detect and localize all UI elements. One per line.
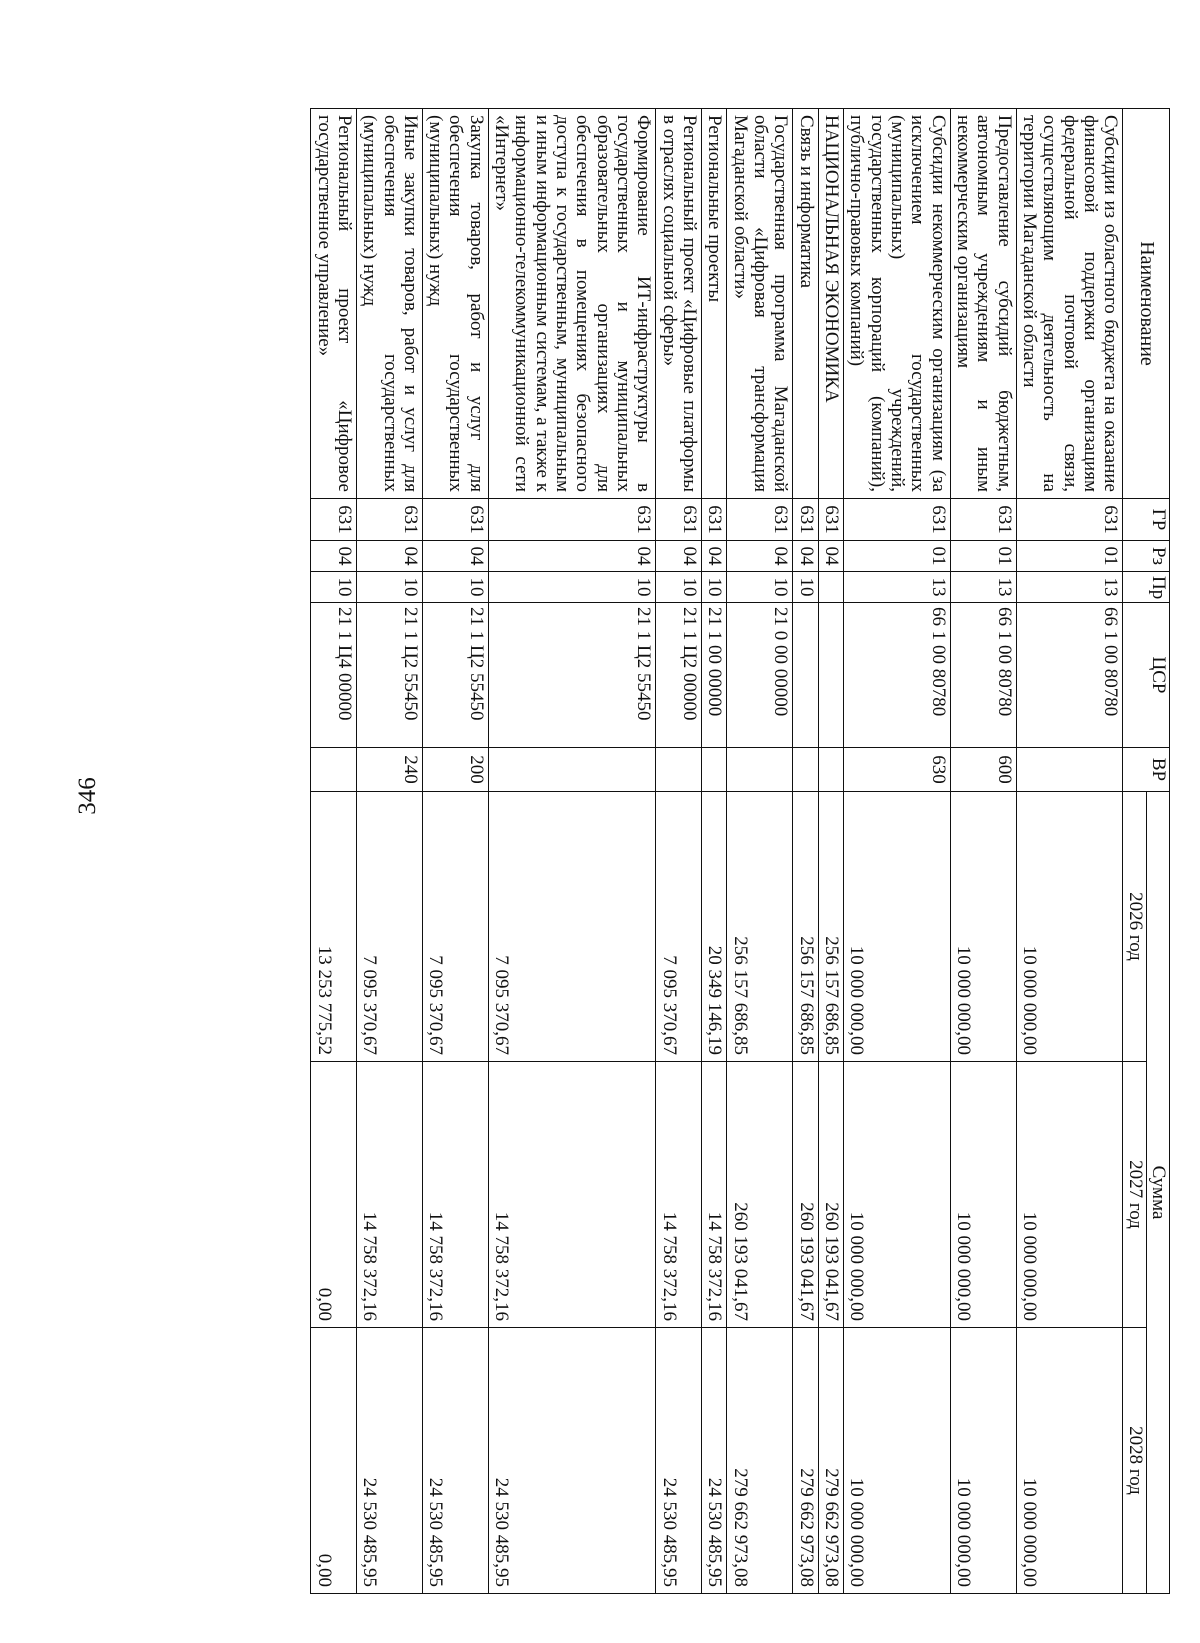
row-name: Иные закупки товаров, работ и услуг для обеспечения государственных (муниципальных) нужд bbox=[356, 109, 422, 499]
row-name: Формирование ИТ-инфраструктуры в государственных и муниципальных образовательных организациях для обеспечения в помещениях безопасного доступа к государственным, муниципальным и иным информационным системам, а также к информационно-телекоммуникационной сети «Интернет» bbox=[488, 109, 656, 499]
row-rz: 01 bbox=[1016, 541, 1123, 572]
row-vr: 200 bbox=[422, 748, 488, 792]
row-name: НАЦИОНАЛЬНАЯ ЭКОНОМИКА bbox=[818, 109, 843, 499]
row-name: Региональный проект «Цифровое государственное управление» bbox=[311, 109, 357, 499]
header-2027: 2027 год bbox=[1123, 1062, 1146, 1328]
row-pr: 13 bbox=[844, 572, 951, 603]
header-csr: ЦСР bbox=[1123, 603, 1170, 748]
row-amount-2026: 10 000 000,00 bbox=[1016, 792, 1123, 1062]
row-amount-2026: 10 000 000,00 bbox=[844, 792, 951, 1062]
row-amount-2026: 256 157 686,85 bbox=[793, 792, 818, 1062]
row-csr bbox=[818, 603, 843, 748]
row-vr: 630 bbox=[844, 748, 951, 792]
row-amount-2028: 24 530 485,95 bbox=[702, 1328, 727, 1594]
row-rz: 04 bbox=[356, 541, 422, 572]
row-pr: 10 bbox=[422, 572, 488, 603]
row-pr bbox=[818, 572, 843, 603]
row-vr bbox=[311, 748, 357, 792]
row-pr: 10 bbox=[311, 572, 357, 603]
row-amount-2028: 279 662 973,08 bbox=[793, 1328, 818, 1594]
table-row bbox=[702, 109, 727, 1594]
row-amount-2027: 14 758 372,16 bbox=[656, 1062, 702, 1328]
row-vr: 240 bbox=[356, 748, 422, 792]
row-gr: 631 bbox=[844, 499, 951, 541]
row-name: Региональный проект «Цифровые платформы в отраслях социальной сферы» bbox=[656, 109, 702, 499]
row-rz: 04 bbox=[422, 541, 488, 572]
row-name: Связь и информатика bbox=[793, 109, 818, 499]
header-name: Наименование bbox=[1123, 109, 1170, 499]
row-amount-2027: 10 000 000,00 bbox=[1016, 1062, 1123, 1328]
row-gr: 631 bbox=[793, 499, 818, 541]
row-gr: 631 bbox=[702, 499, 727, 541]
row-pr: 10 bbox=[488, 572, 656, 603]
row-gr: 631 bbox=[422, 499, 488, 541]
row-amount-2027: 14 758 372,16 bbox=[422, 1062, 488, 1328]
row-vr bbox=[488, 748, 656, 792]
row-vr bbox=[818, 748, 843, 792]
row-amount-2027: 260 193 041,67 bbox=[818, 1062, 843, 1328]
row-gr: 631 bbox=[950, 499, 1016, 541]
page-number: 346 bbox=[74, 777, 101, 815]
row-amount-2026: 7 095 370,67 bbox=[356, 792, 422, 1062]
row-pr: 10 bbox=[656, 572, 702, 603]
row-name: Закупка товаров, работ и услуг для обеспечения государственных (муниципальных) нужд bbox=[422, 109, 488, 499]
row-rz: 04 bbox=[656, 541, 702, 572]
row-amount-2027: 14 758 372,16 bbox=[488, 1062, 656, 1328]
row-rz: 04 bbox=[818, 541, 843, 572]
row-csr: 21 1 Ц2 55450 bbox=[356, 603, 422, 748]
row-amount-2026: 7 095 370,67 bbox=[422, 792, 488, 1062]
row-gr: 631 bbox=[727, 499, 793, 541]
row-gr: 631 bbox=[311, 499, 357, 541]
row-amount-2028: 24 530 485,95 bbox=[488, 1328, 656, 1594]
row-name: Государственная программа Магаданской области «Цифровая трансформация Магаданской области» bbox=[727, 109, 793, 499]
row-amount-2028: 10 000 000,00 bbox=[950, 1328, 1016, 1594]
header-gr: ГР bbox=[1123, 499, 1170, 541]
header-rz: Рз bbox=[1123, 541, 1170, 572]
table-row bbox=[1016, 109, 1123, 1594]
row-amount-2027: 14 758 372,16 bbox=[356, 1062, 422, 1328]
row-amount-2028: 24 530 485,95 bbox=[422, 1328, 488, 1594]
row-csr bbox=[793, 603, 818, 748]
row-amount-2027: 14 758 372,16 bbox=[702, 1062, 727, 1328]
row-vr bbox=[702, 748, 727, 792]
row-amount-2026: 256 157 686,85 bbox=[727, 792, 793, 1062]
row-name: Субсидии некоммерческим организациям (за исключением государственных (муниципальных) учреждений, государственных корпораций (компаний), публично-правовых компаний) bbox=[844, 109, 951, 499]
row-pr: 10 bbox=[727, 572, 793, 603]
header-sum: Сумма bbox=[1146, 792, 1169, 1594]
row-amount-2026: 10 000 000,00 bbox=[950, 792, 1016, 1062]
budget-table bbox=[310, 108, 1170, 1594]
row-pr: 10 bbox=[793, 572, 818, 603]
header-pr: Пр bbox=[1123, 572, 1170, 603]
table-body bbox=[311, 109, 1123, 1594]
row-gr: 631 bbox=[1016, 499, 1123, 541]
row-gr: 631 bbox=[818, 499, 843, 541]
row-pr: 13 bbox=[1016, 572, 1123, 603]
row-amount-2027: 260 193 041,67 bbox=[727, 1062, 793, 1328]
row-amount-2028: 10 000 000,00 bbox=[844, 1328, 951, 1594]
row-amount-2026: 7 095 370,67 bbox=[656, 792, 702, 1062]
row-rz: 04 bbox=[793, 541, 818, 572]
header-2028: 2028 год bbox=[1123, 1328, 1146, 1594]
row-vr bbox=[727, 748, 793, 792]
row-pr: 13 bbox=[950, 572, 1016, 603]
row-name: Субсидии из областного бюджета на оказание финансовой поддержки организациям федеральной почтовой связи, осуществляющим деятельность на территории Магаданской области bbox=[1016, 109, 1123, 499]
row-vr bbox=[793, 748, 818, 792]
row-rz: 04 bbox=[727, 541, 793, 572]
row-amount-2028: 279 662 973,08 bbox=[818, 1328, 843, 1594]
row-rz: 01 bbox=[950, 541, 1016, 572]
table-row bbox=[656, 109, 702, 1594]
row-csr: 21 1 00 00000 bbox=[702, 603, 727, 748]
rotated-table-container bbox=[310, 108, 1170, 1593]
row-amount-2026: 13 253 775,52 bbox=[311, 792, 357, 1062]
row-csr: 66 1 00 80780 bbox=[1016, 603, 1123, 748]
header-2026: 2026 год bbox=[1123, 792, 1146, 1062]
row-rz: 04 bbox=[311, 541, 357, 572]
row-gr: 631 bbox=[488, 499, 656, 541]
row-csr: 21 1 Ц4 00000 bbox=[311, 603, 357, 748]
row-amount-2028: 24 530 485,95 bbox=[656, 1328, 702, 1594]
row-amount-2028: 0,00 bbox=[311, 1328, 357, 1594]
row-pr: 10 bbox=[356, 572, 422, 603]
row-name: Предоставление субсидий бюджетным, автономным учреждениям и иным некоммерческим организациям bbox=[950, 109, 1016, 499]
row-vr bbox=[1016, 748, 1123, 792]
table-row bbox=[488, 109, 656, 1594]
row-amount-2026: 20 349 146,19 bbox=[702, 792, 727, 1062]
row-csr: 21 1 Ц2 00000 bbox=[656, 603, 702, 748]
row-csr: 66 1 00 80780 bbox=[950, 603, 1016, 748]
row-csr: 21 1 Ц2 55450 bbox=[488, 603, 656, 748]
row-amount-2027: 0,00 bbox=[311, 1062, 357, 1328]
row-name: Региональные проекты bbox=[702, 109, 727, 499]
table-row bbox=[727, 109, 793, 1594]
table-row bbox=[311, 109, 357, 1594]
row-amount-2028: 24 530 485,95 bbox=[356, 1328, 422, 1594]
row-amount-2028: 10 000 000,00 bbox=[1016, 1328, 1123, 1594]
row-csr: 66 1 00 80780 bbox=[844, 603, 951, 748]
table-row bbox=[422, 109, 488, 1594]
table-row bbox=[793, 109, 818, 1594]
table-row bbox=[844, 109, 951, 1594]
row-amount-2027: 10 000 000,00 bbox=[950, 1062, 1016, 1328]
row-amount-2026: 256 157 686,85 bbox=[818, 792, 843, 1062]
header-vr: ВР bbox=[1123, 748, 1170, 792]
row-vr bbox=[656, 748, 702, 792]
row-pr: 10 bbox=[702, 572, 727, 603]
header-row bbox=[1146, 109, 1169, 1594]
table-row bbox=[818, 109, 843, 1594]
row-vr: 600 bbox=[950, 748, 1016, 792]
table-row bbox=[950, 109, 1016, 1594]
row-amount-2026: 7 095 370,67 bbox=[488, 792, 656, 1062]
row-amount-2027: 260 193 041,67 bbox=[793, 1062, 818, 1328]
row-rz: 04 bbox=[702, 541, 727, 572]
row-gr: 631 bbox=[356, 499, 422, 541]
row-rz: 01 bbox=[844, 541, 951, 572]
row-amount-2028: 279 662 973,08 bbox=[727, 1328, 793, 1594]
row-csr: 21 1 Ц2 55450 bbox=[422, 603, 488, 748]
table-row bbox=[356, 109, 422, 1594]
row-csr: 21 0 00 00000 bbox=[727, 603, 793, 748]
row-rz: 04 bbox=[488, 541, 656, 572]
row-amount-2027: 10 000 000,00 bbox=[844, 1062, 951, 1328]
row-gr: 631 bbox=[656, 499, 702, 541]
